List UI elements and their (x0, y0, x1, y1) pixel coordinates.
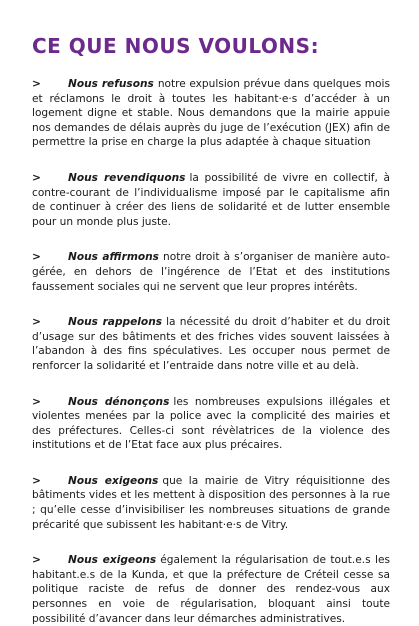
arrow-marker-icon: > (32, 78, 41, 90)
paragraph-exigeons-mairie (32, 474, 390, 532)
paragraph-text: que la mairie de Vitry réquisitionne des bâtiments vides et les mettent à disposition des personnes à la rue ; qu’elle cesse d’invisibiliser les nombreuses situations de grande précarité que subissent les habitant·e·s de Vitry. (32, 474, 390, 531)
paragraph-text: la possibilité de vivre en collectif, à contre-courant de l’individualisme imposé par le capitalisme afin de continuer à créer des liens de solidarité et de lutter ensemble pour un monde plus juste. (32, 171, 390, 228)
arrow-marker-icon: > (32, 554, 41, 567)
arrow-marker-icon: > (32, 474, 41, 487)
arrow-marker-icon: > (32, 171, 41, 184)
paragraph-refusons (32, 77, 390, 150)
paragraph-lead: Nous dénonçons (68, 395, 170, 408)
paragraph-lead: Nous rappelons (68, 316, 163, 329)
paragraph-text: notre expulsion prévue dans quelques mois et réclamons le droit à toutes les habitant·e·s d’accéder à un logement digne et stable. Nous demandons que la mairie appuie nos demandes de délais auprès du juge de l’exécution (JEX) afin de permettre la prise en charge la plus adaptée à chaque situation (32, 78, 390, 149)
paragraph-exigeons-regularisation (32, 553, 390, 626)
arrow-marker-icon: > (32, 316, 41, 329)
paragraph-affirmons (32, 250, 390, 294)
paragraph-lead: Nous revendiquons (68, 171, 186, 184)
paragraph-denoncons (32, 395, 390, 453)
paragraph-revendiquons (32, 171, 390, 229)
paragraph-lead: Nous exigeons (68, 474, 159, 487)
page-title: CE QUE NOUS VOULONS: (32, 34, 320, 58)
arrow-marker-icon: > (32, 395, 41, 408)
paragraph-lead: Nous refusons (68, 78, 154, 90)
paragraph-text: la nécessité du droit d’habiter et du droit d’usage sur des bâtiments et des friches vides souvent laissées à l’abandon à des fins spéculatives. Les occuper nous permet de renforcer la solidarité et l’entraide dans notre ville et au delà. (32, 316, 390, 372)
paragraph-text: les nombreuses expulsions illégales et violentes menées par la police avec la complicité des mairies et des préfectures. Celles-ci sont révèlatrices de la violence des institutions et de l’Etat face aux plus précaires. (32, 395, 390, 452)
paragraph-lead: Nous exigeons (68, 554, 157, 567)
paragraph-text: également la régularisation de tout.e.s les habitant.e.s de la Kunda, et que la préfecture de Créteil cesse sa politique raciste de refus de donner des rendez-vous aux personnes en voie de régularisation, bloquant ainsi toute possibilité d’avancer dans leur démarches administratives. (32, 554, 390, 625)
paragraph-text: notre droit à s’organiser de manière auto-gérée, en dehors de l’ingérence de l’Etat et des institutions faussement sociales qui ne servent que leur propres intérêts. (32, 251, 390, 293)
paragraph-rappelons (32, 315, 390, 373)
paragraph-lead: Nous affirmons (68, 251, 159, 264)
arrow-marker-icon: > (32, 251, 41, 264)
